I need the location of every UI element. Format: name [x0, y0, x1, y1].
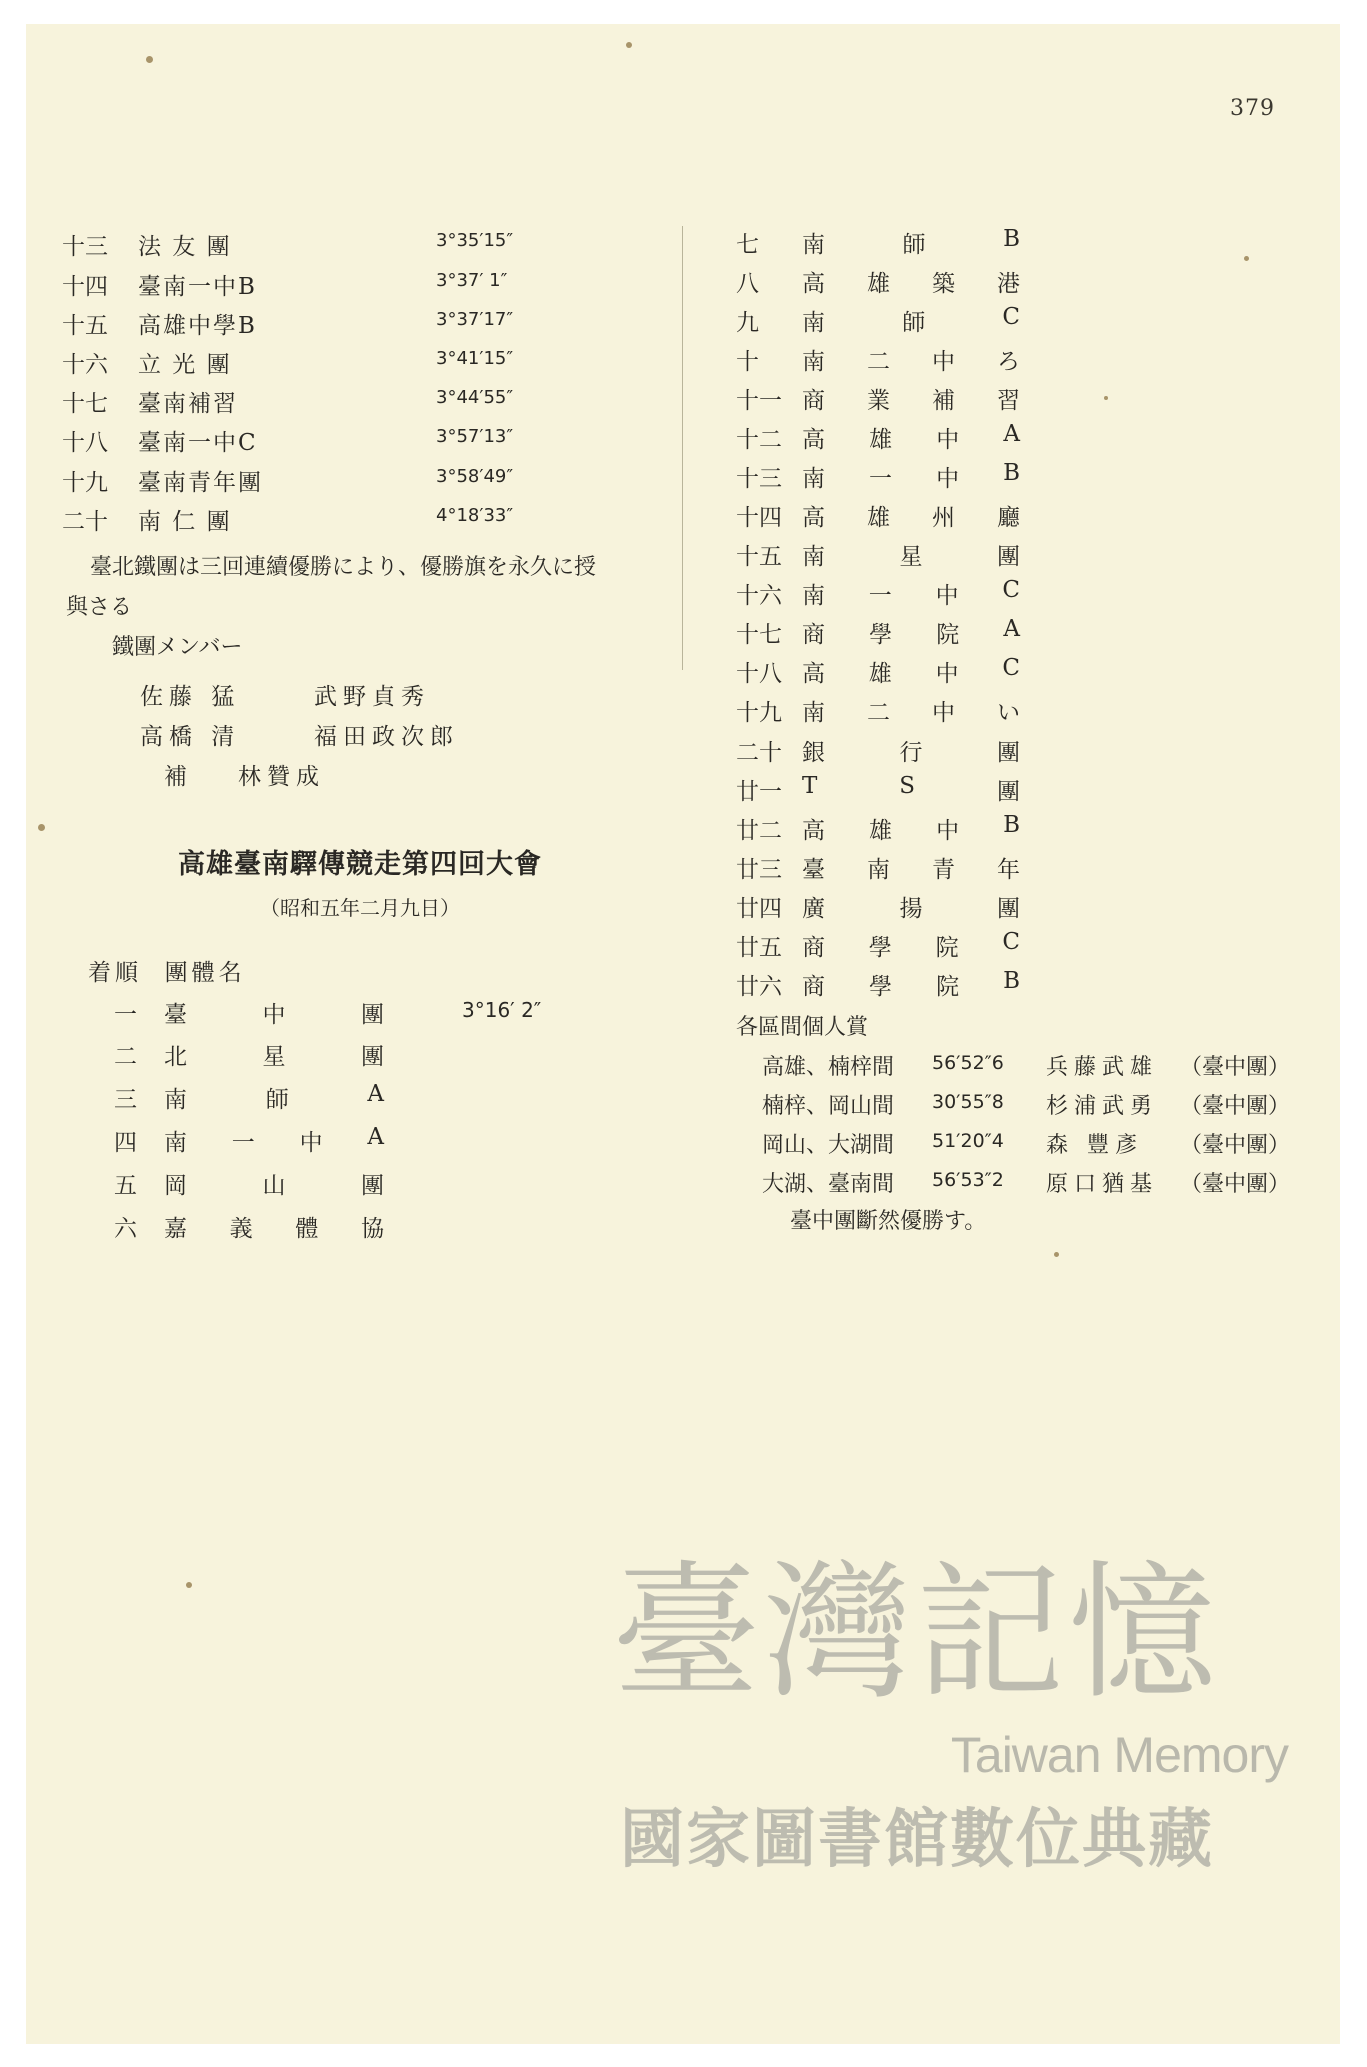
- rank: 二十: [62, 509, 108, 535]
- speck: [1104, 396, 1108, 400]
- rank: 十九: [62, 470, 108, 496]
- time: 3°58′49″: [436, 466, 514, 487]
- team: 高雄中學B: [138, 313, 257, 339]
- time: 3°37′ 1″: [436, 270, 508, 291]
- section-title: 高雄臺南驛傳競走第四回大會: [178, 849, 542, 880]
- member-name: 福田政次郎: [314, 724, 459, 750]
- col-team: 團體名: [164, 960, 246, 986]
- speck: [146, 56, 153, 63]
- team: 臺南一中B: [138, 274, 257, 300]
- team: 臺南補習: [138, 391, 238, 417]
- watermark-calligraphy: 臺灣記憶: [612, 1547, 1220, 1719]
- team: 臺南一中C: [138, 430, 258, 456]
- time: 3°16′ 2″: [462, 998, 542, 1022]
- column-header: [88, 954, 246, 987]
- note-line: 臺北鐵團は三回連續優勝により、優勝旗を永久に授: [90, 555, 597, 580]
- team: 北 星 團: [164, 1044, 384, 1070]
- note-line: 與さる: [66, 595, 133, 620]
- rank: 四: [114, 1130, 137, 1156]
- speck: [626, 42, 632, 48]
- team: 臺 中 團: [164, 1002, 384, 1028]
- team: 南 師 A: [164, 1081, 384, 1113]
- section-date: （昭和五年二月九日）: [260, 896, 460, 920]
- time: 4°18′33″: [436, 505, 514, 526]
- rank: 十六: [62, 352, 108, 378]
- team: 南 仁 團: [138, 509, 232, 535]
- speck: [1244, 256, 1249, 261]
- time: 3°35′15″: [436, 230, 514, 251]
- watermark-library: 國家圖書館數位典藏: [620, 1803, 1214, 1877]
- member-name: 佐藤 猛: [140, 684, 241, 710]
- col-rank: 着順: [88, 960, 142, 986]
- substitute-label: 補: [164, 764, 193, 790]
- time: 3°37′17″: [436, 309, 514, 330]
- rank: 一: [114, 1002, 137, 1028]
- rank: 十三: [62, 234, 108, 260]
- rank: 十八: [62, 430, 108, 456]
- speck: [186, 1582, 192, 1588]
- member-name: 林贊成: [238, 764, 325, 790]
- speck: [38, 824, 45, 831]
- column-divider: [682, 226, 683, 670]
- rank: 二: [114, 1044, 137, 1070]
- members-heading: 鐵團メンバー: [112, 635, 243, 660]
- member-name: 高橋 清: [140, 724, 241, 750]
- team: 南 一 中 A: [164, 1124, 384, 1156]
- time: 3°57′13″: [436, 426, 514, 447]
- conclusion: 臺中團斷然優勝す。: [790, 1209, 987, 1234]
- team: 嘉 義 體 協: [164, 1216, 384, 1242]
- rank: 十五: [62, 313, 108, 339]
- championship-note: [66, 548, 666, 628]
- speck: [1054, 1252, 1059, 1257]
- member-name: 武野貞秀: [314, 684, 430, 710]
- rank: 五: [114, 1173, 137, 1199]
- team: 立 光 團: [138, 352, 232, 378]
- team: 法 友 團: [138, 234, 232, 260]
- time: 3°41′15″: [436, 348, 514, 369]
- rank: 六: [114, 1216, 137, 1242]
- individual-heading: 各區間個人賞: [736, 1015, 869, 1040]
- rank: 十七: [62, 391, 108, 417]
- rank: 三: [114, 1087, 137, 1113]
- page-number: 379: [1230, 96, 1275, 121]
- watermark-english: Taiwan Memory: [950, 1727, 1288, 1783]
- team: 岡 山 團: [164, 1173, 384, 1199]
- rank: 十四: [62, 274, 108, 300]
- time: 3°44′55″: [436, 387, 514, 408]
- team: 臺南青年團: [138, 470, 263, 496]
